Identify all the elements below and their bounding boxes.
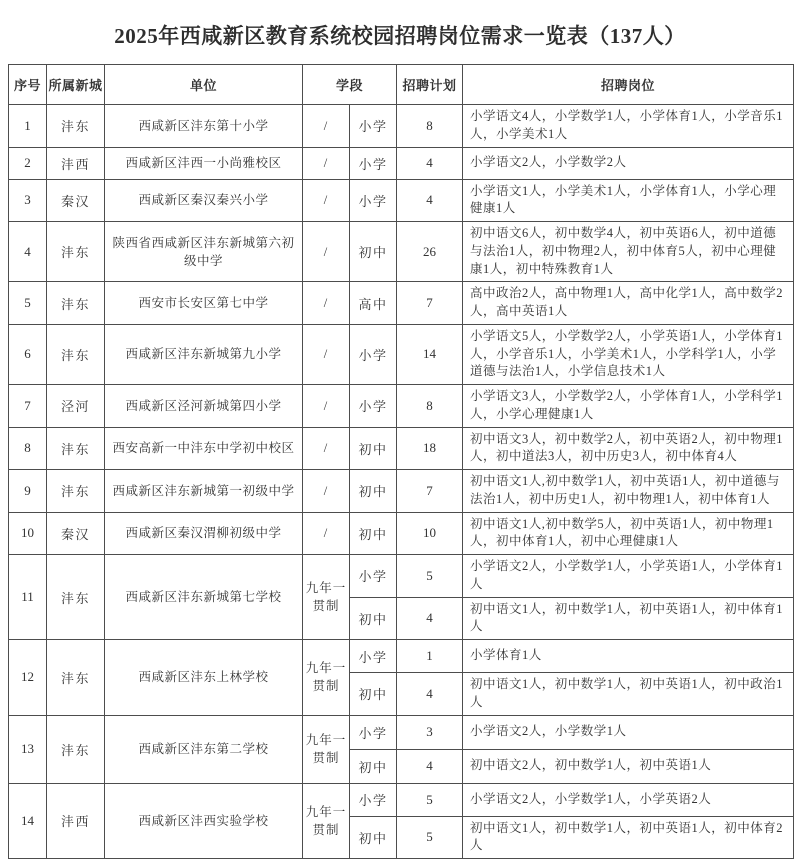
row-no: 10: [9, 512, 47, 555]
row-plan: 5: [397, 783, 463, 816]
row-district: 沣东: [47, 470, 105, 513]
row-unit: 西咸新区沣东第十小学: [105, 105, 303, 148]
row-unit: 西咸新区沣西实验学校: [105, 783, 303, 859]
table-row: [9, 105, 794, 148]
row-unit: 西咸新区沣东新城第一初级中学: [105, 470, 303, 513]
row-unit: 西咸新区沣东新城第九小学: [105, 324, 303, 384]
table-row: [9, 385, 794, 428]
row-level: 小学: [350, 555, 397, 598]
row-no: 1: [9, 105, 47, 148]
row-level: 初中: [350, 222, 397, 282]
row-level: 初中: [350, 816, 397, 859]
row-plan: 1: [397, 640, 463, 673]
table-row: [9, 324, 794, 384]
row-stage-type: /: [303, 282, 350, 325]
row-positions: 初中语文6人，初中数学4人，初中英语6人，初中道德与法治1人，初中物理2人，初中体育5人，初中心理健康1人，初中特殊教育1人: [463, 222, 794, 282]
row-plan: 5: [397, 555, 463, 598]
row-positions: 初中语文1人，初中数学1人，初中英语1人，初中政治1人: [463, 673, 794, 716]
row-stage-type: 九年一贯制: [303, 555, 350, 640]
row-plan: 8: [397, 105, 463, 148]
row-district: 沣东: [47, 324, 105, 384]
table-row: [9, 512, 794, 555]
table-row: [9, 555, 794, 598]
row-plan: 4: [397, 179, 463, 222]
row-level: 初中: [350, 512, 397, 555]
table-row: [9, 282, 794, 325]
row-unit: 陕西省西咸新区沣东新城第六初级中学: [105, 222, 303, 282]
row-district: 秦汉: [47, 512, 105, 555]
header-positions: 招聘岗位: [463, 65, 794, 105]
row-no: 5: [9, 282, 47, 325]
row-unit: 西安高新一中沣东中学初中校区: [105, 427, 303, 470]
row-no: 8: [9, 427, 47, 470]
header-plan: 招聘计划: [397, 65, 463, 105]
row-stage-type: /: [303, 512, 350, 555]
row-no: 3: [9, 179, 47, 222]
table-row: [9, 222, 794, 282]
row-level: 小学: [350, 105, 397, 148]
row-plan: 5: [397, 816, 463, 859]
row-stage-type: 九年一贯制: [303, 783, 350, 859]
row-unit: 西咸新区沣东上林学校: [105, 640, 303, 716]
row-positions: 小学语文2人，小学数学1人，小学英语1人，小学体育1人: [463, 555, 794, 598]
row-positions: 小学语文5人，小学数学2人，小学英语1人，小学体育1人，小学音乐1人，小学美术1人，小学科学1人，小学道德与法治1人，小学信息技术1人: [463, 324, 794, 384]
row-level: 小学: [350, 640, 397, 673]
table-row: [9, 640, 794, 673]
row-stage-type: /: [303, 385, 350, 428]
row-no: 6: [9, 324, 47, 384]
row-plan: 26: [397, 222, 463, 282]
table-row: [9, 179, 794, 222]
row-no: 14: [9, 783, 47, 859]
header-no: 序号: [9, 65, 47, 105]
row-plan: 4: [397, 147, 463, 179]
row-level: 初中: [350, 597, 397, 640]
row-no: 2: [9, 147, 47, 179]
recruitment-table: [8, 64, 794, 859]
row-district: 沣东: [47, 715, 105, 783]
row-level: 小学: [350, 324, 397, 384]
row-stage-type: /: [303, 105, 350, 148]
row-positions: 初中语文1人，初中数学1人，初中英语1人，初中体育1人: [463, 597, 794, 640]
row-positions: 小学语文2人，小学数学1人，小学英语2人: [463, 783, 794, 816]
row-plan: 8: [397, 385, 463, 428]
row-district: 沣东: [47, 222, 105, 282]
table-row: [9, 147, 794, 179]
row-positions: 初中语文1人,初中数学5人，初中英语1人，初中物理1人，初中体育1人，初中心理健康1人: [463, 512, 794, 555]
row-level: 小学: [350, 715, 397, 749]
row-level: 高中: [350, 282, 397, 325]
row-district: 沣东: [47, 105, 105, 148]
row-no: 7: [9, 385, 47, 428]
row-level: 小学: [350, 385, 397, 428]
header-stage: 学段: [303, 65, 397, 105]
row-district: 沣东: [47, 282, 105, 325]
row-no: 4: [9, 222, 47, 282]
row-positions: 初中语文2人，初中数学1人，初中英语1人: [463, 749, 794, 783]
row-level: 初中: [350, 470, 397, 513]
row-district: 沣西: [47, 783, 105, 859]
row-positions: 小学语文1人，小学美术1人，小学体育1人，小学心理健康1人: [463, 179, 794, 222]
row-positions: 小学语文2人，小学数学2人: [463, 147, 794, 179]
row-stage-type: 九年一贯制: [303, 715, 350, 783]
header-district: 所属新城: [47, 65, 105, 105]
row-plan: 3: [397, 715, 463, 749]
row-plan: 10: [397, 512, 463, 555]
row-district: 沣东: [47, 640, 105, 716]
row-positions: 初中语文3人，初中数学2人，初中英语2人，初中物理1人，初中道法3人，初中历史3人，初中体育4人: [463, 427, 794, 470]
row-unit: 西咸新区秦汉秦兴小学: [105, 179, 303, 222]
row-no: 13: [9, 715, 47, 783]
table-row: [9, 470, 794, 513]
row-positions: 高中政治2人，高中物理1人，高中化学1人，高中数学2人，高中英语1人: [463, 282, 794, 325]
table-row: [9, 783, 794, 816]
table-row: [9, 715, 794, 749]
row-level: 小学: [350, 179, 397, 222]
row-level: 小学: [350, 147, 397, 179]
row-plan: 18: [397, 427, 463, 470]
row-unit: 西咸新区沣东第二学校: [105, 715, 303, 783]
row-district: 沣东: [47, 555, 105, 640]
row-unit: 西咸新区泾河新城第四小学: [105, 385, 303, 428]
row-stage-type: /: [303, 179, 350, 222]
row-district: 沣东: [47, 427, 105, 470]
row-level: 初中: [350, 427, 397, 470]
row-positions: 初中语文1人,初中数学1人，初中英语1人，初中道德与法治1人，初中历史1人，初中物理1人，初中体育1人: [463, 470, 794, 513]
row-positions: 初中语文1人，初中数学1人，初中英语1人，初中体育2人: [463, 816, 794, 859]
row-plan: 14: [397, 324, 463, 384]
row-positions: 小学语文3人，小学数学2人，小学体育1人，小学科学1人，小学心理健康1人: [463, 385, 794, 428]
row-level: 初中: [350, 749, 397, 783]
row-plan: 7: [397, 282, 463, 325]
row-positions: 小学语文2人，小学数学1人: [463, 715, 794, 749]
row-stage-type: /: [303, 324, 350, 384]
page-title: 2025年西咸新区教育系统校园招聘岗位需求一览表（137人）: [114, 24, 686, 48]
row-level: 小学: [350, 783, 397, 816]
header-row: [9, 65, 794, 105]
row-stage-type: /: [303, 470, 350, 513]
row-positions: 小学语文4人，小学数学1人，小学体育1人，小学音乐1人，小学美术1人: [463, 105, 794, 148]
row-stage-type: /: [303, 222, 350, 282]
row-unit: 西咸新区秦汉渭柳初级中学: [105, 512, 303, 555]
row-no: 9: [9, 470, 47, 513]
row-stage-type: /: [303, 427, 350, 470]
row-positions: 小学体育1人: [463, 640, 794, 673]
row-unit: 西咸新区沣西一小尚雅校区: [105, 147, 303, 179]
row-stage-type: /: [303, 147, 350, 179]
row-plan: 7: [397, 470, 463, 513]
row-plan: 4: [397, 597, 463, 640]
header-unit: 单位: [105, 65, 303, 105]
table-row: [9, 427, 794, 470]
row-district: 泾河: [47, 385, 105, 428]
row-plan: 4: [397, 749, 463, 783]
row-level: 初中: [350, 673, 397, 716]
row-no: 11: [9, 555, 47, 640]
row-district: 秦汉: [47, 179, 105, 222]
row-stage-type: 九年一贯制: [303, 640, 350, 716]
row-unit: 西咸新区沣东新城第七学校: [105, 555, 303, 640]
row-district: 沣西: [47, 147, 105, 179]
row-plan: 4: [397, 673, 463, 716]
row-unit: 西安市长安区第七中学: [105, 282, 303, 325]
row-no: 12: [9, 640, 47, 716]
